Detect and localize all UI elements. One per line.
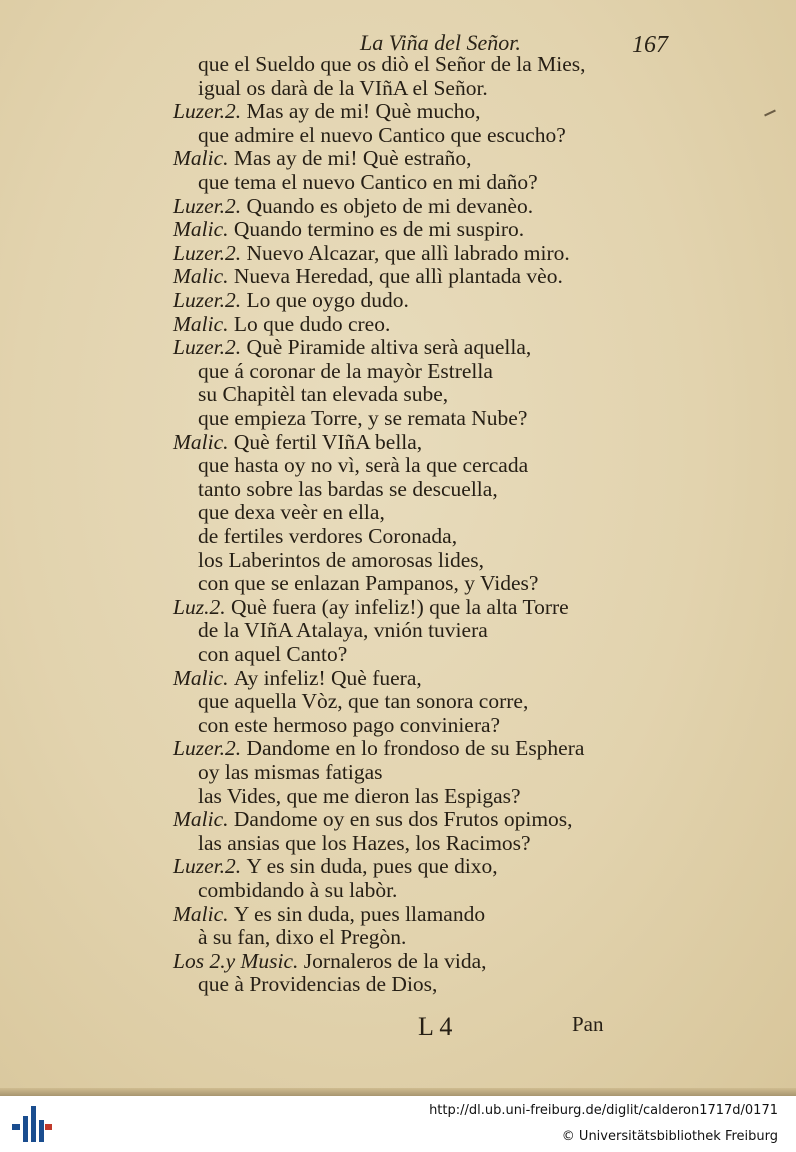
verse-line [173, 736, 584, 760]
verse-text: que dexa veèr en ella, [198, 500, 385, 525]
speaker-name: Luzer.2. [173, 736, 247, 761]
speaker-name: Luzer.2. [173, 335, 247, 360]
verse-line [173, 312, 390, 336]
verse-line [198, 453, 528, 477]
verse-line [173, 902, 485, 926]
verse-line [173, 335, 531, 359]
speaker-name: Malic. [173, 665, 234, 690]
verse-text: Lo que dudo creo. [233, 311, 391, 336]
verse-line [173, 807, 573, 831]
verse-text: su Chapitèl tan elevada sube, [198, 382, 449, 407]
verse-text: Ay infeliz! Què fuera, [233, 665, 422, 690]
verse-line [198, 642, 347, 666]
verse-line [198, 477, 498, 501]
verse-text: Dandome oy en sus dos Frutos opimos, [233, 807, 573, 832]
verse-line [173, 217, 524, 241]
verse-line [198, 760, 383, 784]
verse-line [198, 548, 484, 572]
speaker-name: Malic. [173, 311, 234, 336]
verse-text: las Vides, que me dieron las Espigas? [198, 783, 521, 808]
verse-text: Mas ay de mi! Què estraño, [233, 146, 472, 171]
verse-line [173, 99, 481, 123]
verse-line [198, 170, 538, 194]
verse-text: que el Sueldo que os diò el Señor de la Mies, [198, 52, 586, 76]
library-logo-icon [12, 1102, 52, 1146]
verse-text: Jornaleros de la vida, [303, 948, 487, 973]
signature-mark: L 4 [418, 1012, 453, 1041]
speaker-name: Malic. [173, 264, 234, 289]
speaker-name: Luz.2. [173, 594, 231, 619]
speaker-name: Malic. [173, 807, 234, 832]
verse-text: que tema el nuevo Cantico en mi daño? [198, 170, 538, 194]
speaker-name: Malic. [173, 217, 234, 242]
verse-text: con aquel Canto? [198, 642, 348, 666]
verse-line [173, 288, 409, 312]
verse-line [198, 713, 500, 737]
verse-text: de la VIñA Atalaya, vnión tuviera [198, 618, 488, 643]
running-title: La Viña del Señor. [360, 30, 521, 55]
verse-line [198, 571, 538, 595]
verse-line [198, 878, 397, 902]
speaker-name: Malic. [173, 901, 234, 926]
verse-line [198, 689, 528, 713]
verse-text: que hasta oy no vì, serà la que cercada [198, 453, 529, 478]
verse-line [173, 949, 486, 973]
verse-text: tanto sobre las bardas se descuella, [198, 476, 498, 501]
verse-text: Què Piramide altiva serà aquella, [246, 335, 532, 360]
verse-text: Y es sin duda, pues que dixo, [246, 854, 498, 879]
speaker-name: Malic. [173, 146, 234, 171]
verse-text: que á coronar de la mayòr Estrella [198, 358, 493, 383]
verse-text: que aquella Vòz, que tan sonora corre, [198, 689, 529, 714]
verse-line [198, 972, 437, 996]
verse-text: Què fuera (ay infeliz!) que la alta Torre [230, 594, 569, 619]
verse-line [173, 194, 533, 218]
verse-line [173, 264, 563, 288]
verse-line [198, 123, 566, 147]
verse-line [198, 524, 457, 548]
verse-text: Quando es objeto de mi devanèo. [246, 193, 534, 218]
verse-text: los Laberintos de amorosas lides, [198, 547, 485, 572]
verse-text: las ansias que los Hazes, los Racimos? [198, 830, 531, 855]
speaker-name: Luzer.2. [173, 99, 247, 124]
verse-line [198, 784, 521, 808]
verse-line [198, 382, 448, 406]
verse-text: à su fan, dixo el Pregòn. [198, 925, 407, 950]
verse-text: Nueva Heredad, que allì plantada vèo. [233, 264, 563, 289]
speaker-name: Malic. [173, 429, 234, 454]
verse-text: Lo que oygo dudo. [246, 288, 409, 312]
verse-text: Y es sin duda, pues llamando [233, 901, 486, 926]
catchword: Pan [572, 1012, 604, 1036]
speaker-name: Luzer.2. [173, 240, 247, 265]
verse-text: Mas ay de mi! Què mucho, [246, 99, 481, 124]
verse-line [198, 925, 406, 949]
verse-line [173, 854, 498, 878]
verse-line [198, 76, 488, 100]
verse-line [173, 595, 569, 619]
verse-text: de fertiles verdores Coronada, [198, 524, 458, 548]
speaker-name: Luzer.2. [173, 193, 247, 218]
speaker-name: Luzer.2. [173, 288, 247, 312]
speaker-name: Los 2.y Music. [173, 948, 304, 973]
page-number: 167 [632, 32, 668, 58]
verse-line [198, 406, 527, 430]
verse-text: que à Providencias de Dios, [198, 972, 438, 997]
verse-text: Què fertil VIñA bella, [233, 429, 423, 454]
verse-text: Nuevo Alcazar, que allì labrado miro. [246, 240, 570, 265]
verse-text: que admire el nuevo Cantico que escucho? [198, 122, 566, 147]
permalink-url[interactable]: http://dl.ub.uni-freiburg.de/diglit/calderon1717d/0171 [429, 1103, 778, 1118]
verse-text: con este hermoso pago conviniera? [198, 712, 501, 737]
verse-line [173, 666, 422, 690]
speaker-name: Luzer.2. [173, 854, 247, 879]
verse-line [198, 500, 385, 524]
verse-text: con que se enlazan Pampanos, y Vides? [198, 571, 539, 596]
verse-text: Dandome en lo frondoso de su Esphera [246, 736, 585, 761]
verse-line [198, 52, 586, 76]
verse-text: Quando termino es de mi suspiro. [233, 217, 525, 242]
verse-line [198, 831, 531, 855]
copyright-notice: © Universitätsbibliothek Freiburg [561, 1129, 778, 1144]
verse-text: igual os darà de la VIñA el Señor. [198, 75, 488, 100]
verse-line [198, 618, 488, 642]
verse-line [173, 430, 422, 454]
verse-text: oy las mismas fatigas [198, 760, 383, 784]
verse-line [198, 359, 493, 383]
margin-mark [764, 110, 776, 117]
verse-line [173, 241, 570, 265]
verse-text: que empieza Torre, y se remata Nube? [198, 406, 528, 430]
verse-line [173, 146, 472, 170]
verse-text: combidando à su labòr. [198, 878, 398, 902]
